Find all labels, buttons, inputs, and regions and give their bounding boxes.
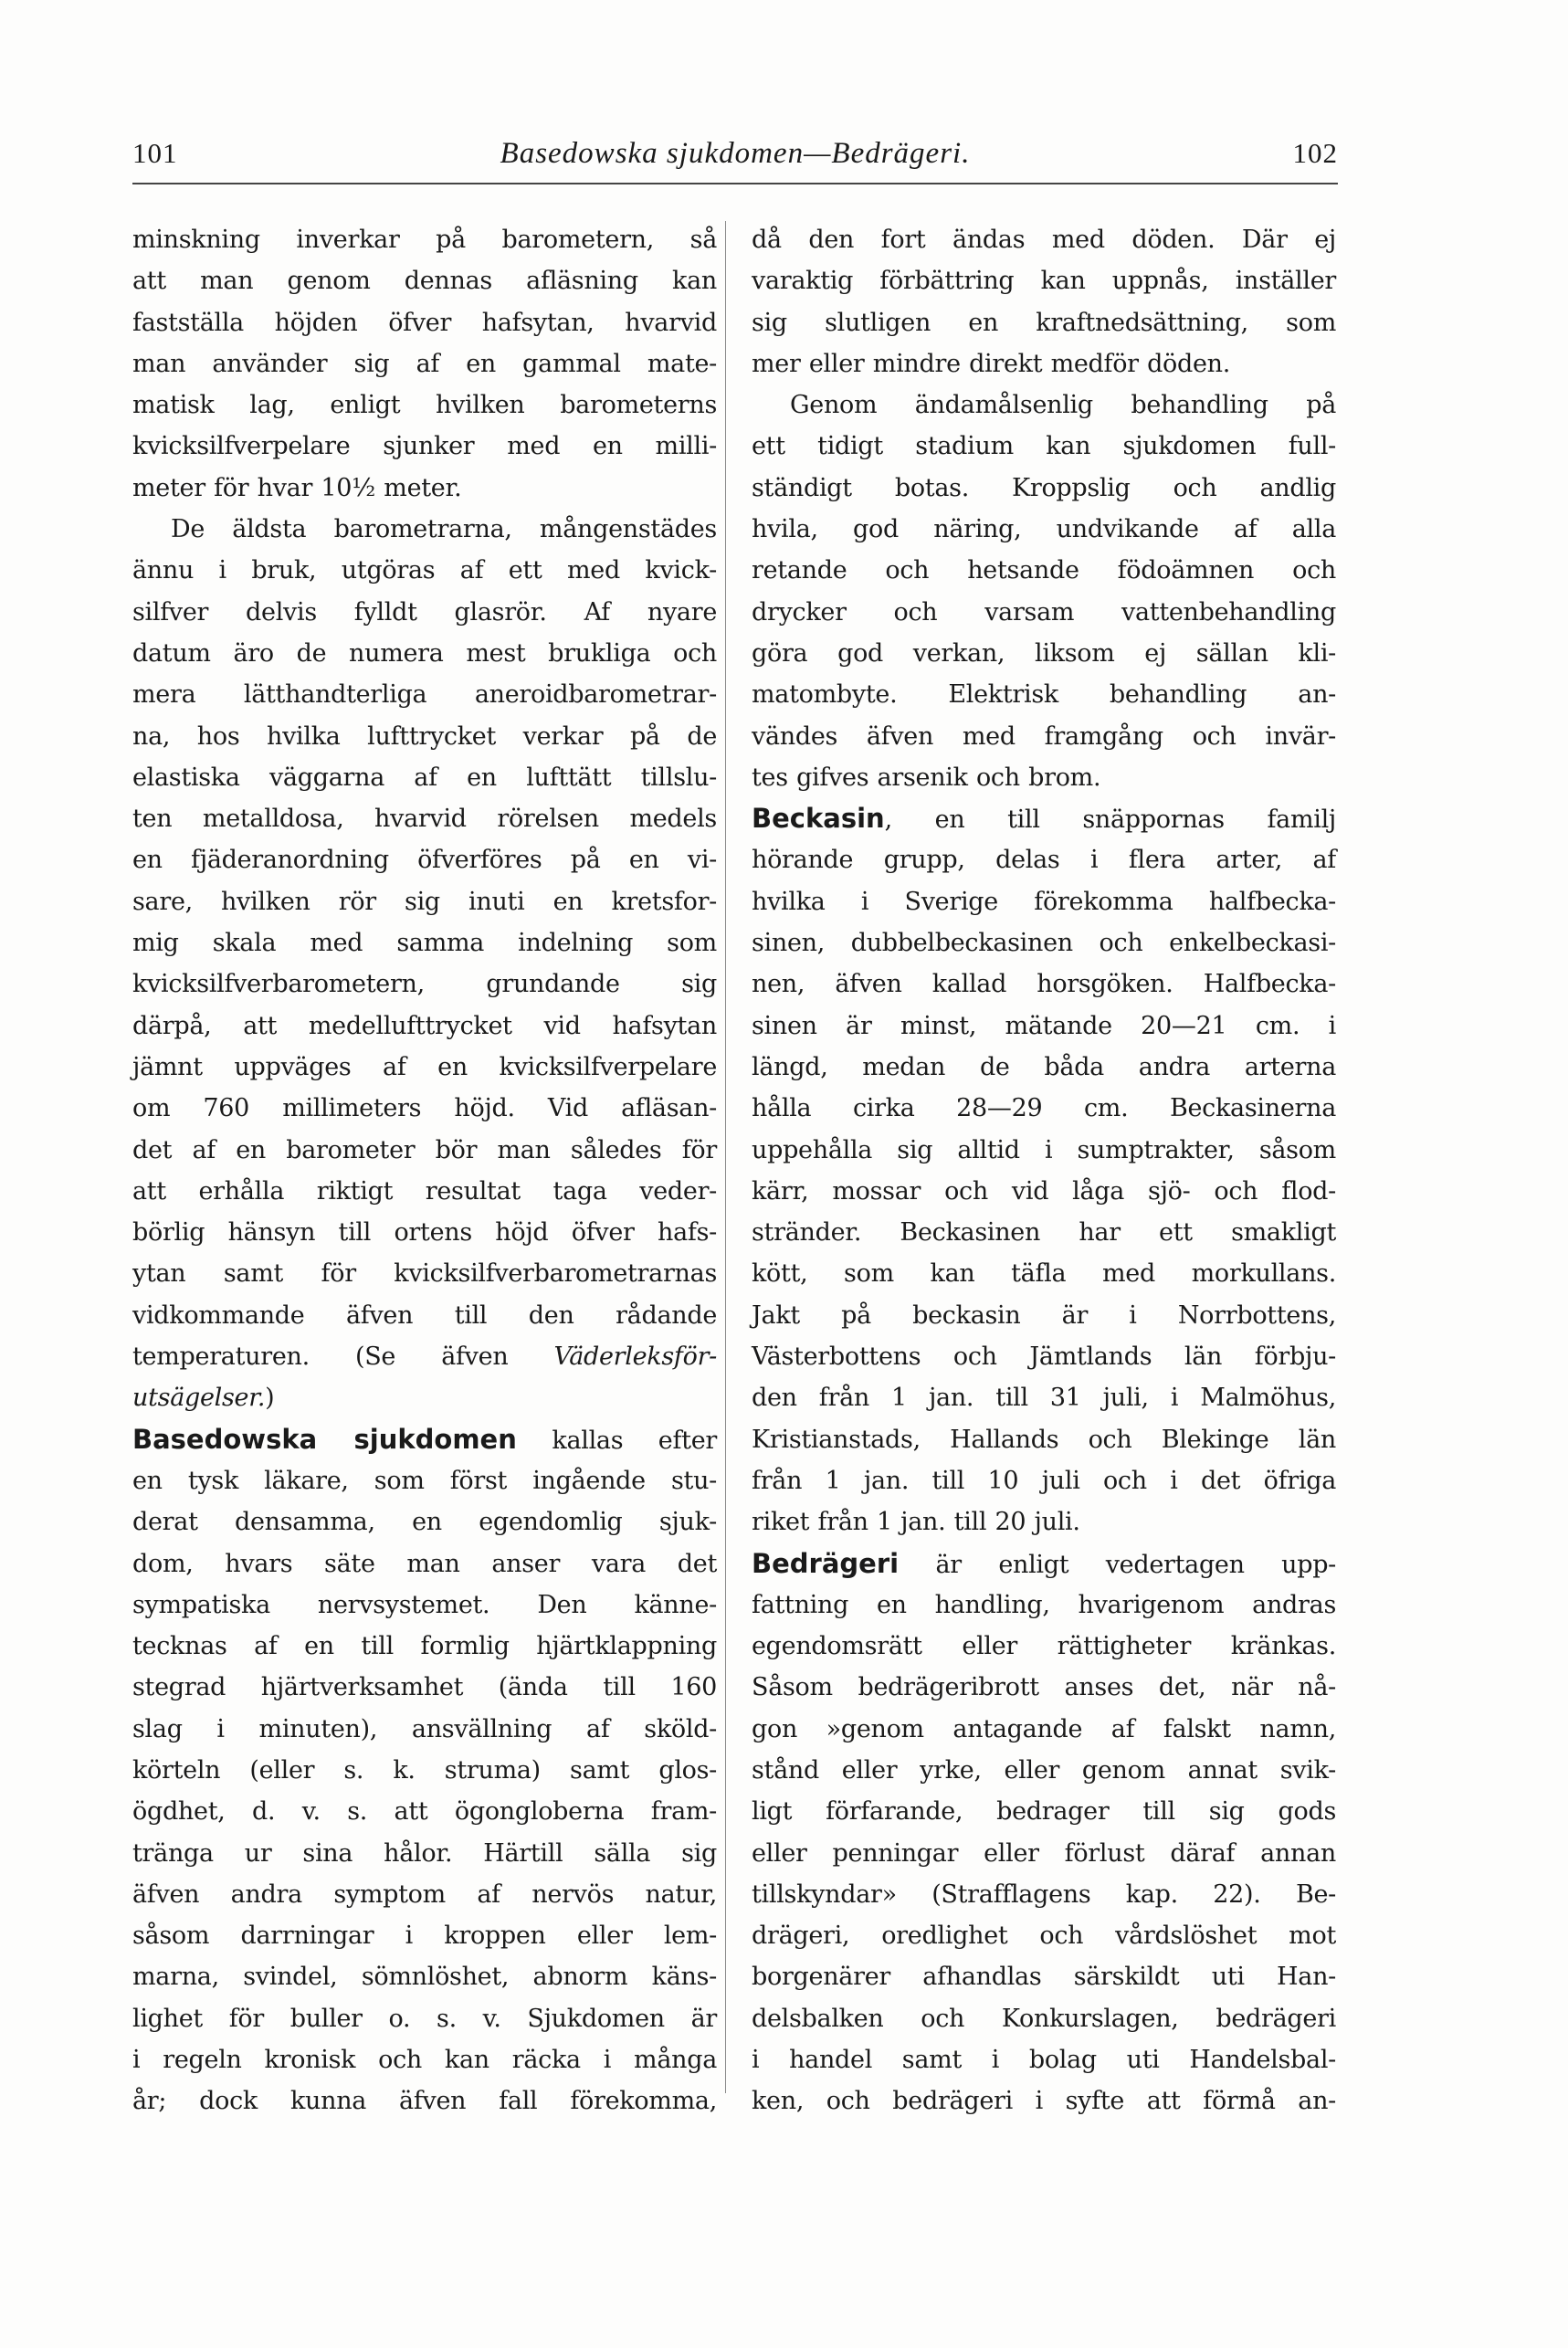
text-line [132, 1006, 717, 1047]
line-text: att erhålla riktigt resultat taga veder- [132, 1176, 717, 1206]
text-line [132, 881, 717, 922]
text-line [132, 1667, 717, 1708]
line-text: då den fort ändas med döden. Där ej [752, 226, 1336, 254]
line-text: stränder. Beckasinen har ett smakligt [752, 1218, 1336, 1248]
line-text: mera lätthandterliga aneroidbarometrar- [132, 680, 717, 710]
text-line [132, 219, 717, 260]
text-line [752, 1626, 1336, 1667]
text-line [132, 1956, 717, 1997]
line-text: det af en barometer bör man således för [132, 1135, 717, 1164]
line-text: vidkommande äfven till den rådande [132, 1300, 717, 1330]
text-line [752, 1460, 1336, 1501]
text-line [752, 1874, 1336, 1915]
line-text: meter för hvar 10½ meter. [132, 473, 462, 502]
text-line [752, 1088, 1336, 1129]
line-text: börlig hänsyn till ortens höjd öfver hafs- [132, 1218, 717, 1248]
line-text: na, hos hvilka lufttrycket verkar på de [132, 721, 717, 751]
line-text: hörande grupp, delas i flera arter, af [752, 846, 1336, 875]
line-text: lighet för buller o. s. v. Sjukdomen är [132, 2004, 717, 2033]
text-line [132, 550, 717, 591]
line-text: därpå, att medellufttrycket vid hafsytan [132, 1011, 717, 1040]
line-text: tecknas af en till formlig hjärtklappning [132, 1632, 717, 1661]
line-text: slag i minuten), ansvällning af sköld- [132, 1714, 717, 1743]
text-line [752, 1419, 1336, 1460]
text-line [752, 922, 1336, 963]
line-text: marna, svindel, sömnlöshet, abnorm käns- [132, 1963, 717, 1992]
text-line [132, 426, 717, 467]
text-line [752, 1336, 1336, 1377]
text-line [132, 798, 717, 839]
text-line [752, 509, 1336, 550]
text-line [752, 1006, 1336, 1047]
line-text: i handel samt i bolag uti Handelsbal- [752, 2046, 1336, 2075]
text-line [132, 922, 717, 963]
line-text: Västerbottens och Jämtlands län förbju- [752, 1342, 1336, 1372]
running-title: Basedowska sjukdomen—Bedrägeri. [500, 137, 971, 170]
text-line [132, 1998, 717, 2039]
text-line [132, 757, 717, 798]
line-text: Såsom bedrägeribrott anses det, när nå- [752, 1673, 1336, 1702]
text-line [752, 2039, 1336, 2080]
line-text: delsbalken och Konkurslagen, bedrägeri [752, 2004, 1336, 2033]
text-line [132, 1130, 717, 1171]
text-line [752, 1998, 1336, 2039]
text-line [752, 468, 1336, 509]
text-line [132, 1585, 717, 1626]
line-text: kvicksilfverbarometern, grundande sig [132, 970, 717, 999]
line-text: dom, hvars säte man anser vara det [132, 1549, 717, 1578]
line-text: jämnt uppväges af en kvicksilfverpelare [132, 1052, 717, 1081]
line-text: ögdhet, d. v. s. att ögongloberna fram- [132, 1797, 717, 1827]
text-line [752, 219, 1336, 260]
text-line [132, 343, 717, 384]
line-text: Genom ändamålsenlig behandling på [790, 391, 1336, 420]
line-text: egendomsrätt eller rättigheter kränkas. [752, 1632, 1336, 1661]
right-column [752, 219, 1336, 2122]
text-line [752, 1171, 1336, 1212]
text-line [752, 1667, 1336, 1708]
text-line [132, 1212, 717, 1253]
line-text: kött, som kan täfla med morkullans. [752, 1259, 1336, 1289]
line-text: riket från 1 jan. till 20 juli. [752, 1508, 1080, 1537]
line-text-after: ) [265, 1384, 275, 1413]
line-text: nen, äfven kallad horsgöken. Halfbecka- [752, 970, 1336, 999]
line-text: kvicksilfverpelare sjunker med en milli- [132, 432, 717, 461]
text-line [132, 1088, 717, 1129]
text-line [752, 1253, 1336, 1294]
entry-headword: Bedrägeri [752, 1547, 900, 1579]
line-text: drägeri, oredlighet och vårdslöshet mot [752, 1922, 1336, 1951]
text-line [752, 426, 1336, 467]
text-line [132, 839, 717, 880]
line-text: fastställa höjden öfver hafsytan, hvarvid [132, 308, 717, 337]
text-line [752, 1501, 1336, 1543]
line-text: Jakt på beckasin är i Norrbottens, [752, 1300, 1336, 1330]
line-text: såsom darrningar i kroppen eller lem- [132, 1922, 717, 1951]
text-line [752, 798, 1336, 839]
text-line [132, 633, 717, 674]
line-text: , en till snäppornas familj [884, 805, 1336, 835]
line-text: ännu i bruk, utgöras af ett med kvick- [132, 556, 717, 585]
line-text: hålla cirka 28—29 cm. Beckasinerna [752, 1094, 1336, 1123]
text-line [752, 1377, 1336, 1418]
line-text: Kristianstads, Hallands och Blekinge län [752, 1425, 1336, 1454]
text-line [132, 674, 717, 715]
text-line [132, 1750, 717, 1791]
text-line [132, 1791, 717, 1832]
line-text: temperaturen. (Se äfven [132, 1342, 554, 1372]
entry-headword: Basedowska sjukdomen [132, 1423, 517, 1455]
text-line [752, 881, 1336, 922]
text-line [132, 384, 717, 426]
text-line [132, 260, 717, 301]
text-line [132, 1047, 717, 1088]
text-line [132, 1874, 717, 1915]
line-text: ligt förfarande, bedrager till sig gods [752, 1797, 1336, 1827]
text-line [132, 1253, 717, 1294]
text-line [752, 1956, 1336, 1997]
text-line [132, 302, 717, 343]
text-line [752, 1130, 1336, 1171]
text-line [752, 633, 1336, 674]
line-text: att man genom dennas afläsning kan [132, 267, 717, 296]
line-text: tränga ur sina hålor. Härtill sälla sig [132, 1838, 717, 1868]
text-line [132, 963, 717, 1005]
line-text: borgenärer afhandlas särskildt uti Han- [752, 1963, 1336, 1992]
line-text: den från 1 jan. till 31 juli, i Malmöhus, [752, 1384, 1336, 1413]
italic-reference: utsägelser. [132, 1384, 266, 1413]
text-line [132, 468, 717, 509]
line-text: mer eller mindre direkt medför döden. [752, 349, 1231, 378]
line-text: om 760 millimeters höjd. Vid afläsan- [132, 1094, 717, 1123]
text-line [752, 1047, 1336, 1088]
line-text: i regeln kronisk och kan räcka i många [132, 2046, 717, 2075]
line-text: hvilka i Sverige förekomma halfbecka- [752, 887, 1336, 916]
text-line [752, 1833, 1336, 1874]
text-line [132, 1171, 717, 1212]
line-text: från 1 jan. till 10 juli och i det öfriga [752, 1466, 1336, 1495]
line-text: gon »genom antagande af falskt namn, [752, 1714, 1336, 1743]
line-text: De äldsta barometrarna, mångenstädes [171, 515, 717, 544]
line-text: matombyte. Elektrisk behandling an- [752, 680, 1336, 710]
text-line [752, 550, 1336, 591]
line-text: sinen är minst, mätande 20—21 cm. i [752, 1011, 1336, 1040]
line-text: stånd eller yrke, eller genom annat svik- [752, 1755, 1336, 1785]
text-line [752, 260, 1336, 301]
line-text: en tysk läkare, som först ingående stu- [132, 1466, 717, 1495]
line-text: sare, hvilken rör sig inuti en kretsfor- [132, 887, 717, 916]
line-text: ten metalldosa, hvarvid rörelsen medels [132, 805, 717, 834]
text-line [132, 1419, 717, 1460]
line-text: är enligt vedertagen upp- [899, 1550, 1336, 1579]
line-text: eller penningar eller förlust däraf annan [752, 1838, 1336, 1868]
text-line [752, 384, 1336, 426]
text-line [752, 1750, 1336, 1791]
line-text: stegrad hjärtverksamhet (ända till 160 [132, 1673, 717, 1702]
text-line [752, 2080, 1336, 2122]
text-line [132, 1626, 717, 1667]
line-text: sinen, dubbelbeckasinen och enkelbeckasi- [752, 929, 1336, 958]
line-text: matisk lag, enligt hvilken barometerns [132, 391, 717, 420]
line-text: elastiska väggarna af en lufttätt tillslu- [132, 763, 717, 792]
line-text: körteln (eller s. k. struma) samt glos- [132, 1755, 717, 1785]
line-text: vändes äfven med framgång och invär- [752, 721, 1336, 751]
text-line [132, 1543, 717, 1585]
text-line [132, 716, 717, 757]
line-text: uppehålla sig alltid i sumptrakter, såsom [752, 1135, 1336, 1164]
text-line [132, 1501, 717, 1543]
line-text: göra god verkan, liksom ej sällan kli- [752, 638, 1336, 668]
text-line [752, 839, 1336, 880]
text-line [132, 2039, 717, 2080]
text-line [752, 592, 1336, 633]
text-line [132, 1833, 717, 1874]
line-text: man använder sig af en gammal mate- [132, 349, 717, 378]
text-line [132, 1295, 717, 1336]
running-header [132, 137, 1338, 184]
column-divider [725, 221, 726, 2093]
line-text: varaktig förbättring kan uppnås, inställer [752, 267, 1336, 296]
line-text: tes gifves arsenik och brom. [752, 763, 1101, 792]
line-text: hvila, god näring, undvikande af alla [752, 515, 1336, 544]
text-line [752, 1543, 1336, 1585]
line-text: fattning en handling, hvarigenom andras [752, 1590, 1336, 1619]
text-line [752, 1791, 1336, 1832]
text-line [752, 302, 1336, 343]
line-text: derat densamma, en egendomlig sjuk- [132, 1508, 717, 1537]
line-text: minskning inverkar på barometern, så [132, 226, 717, 254]
text-line [132, 509, 717, 550]
line-text: längd, medan de båda andra arterna [752, 1052, 1336, 1081]
text-line [752, 716, 1336, 757]
page-number-left: 101 [132, 137, 178, 169]
line-text: kallas efter [516, 1426, 717, 1455]
text-line [752, 1585, 1336, 1626]
text-line [132, 1709, 717, 1750]
line-text: sympatiska nervsystemet. Den känne- [132, 1590, 717, 1619]
text-line [752, 1295, 1336, 1336]
line-text: tillskyndar» (Strafflagens kap. 22). Be- [752, 1879, 1336, 1909]
line-text: mig skala med samma indelning som [132, 929, 717, 958]
line-text: retande och hetsande födoämnen och [752, 556, 1336, 585]
line-text: drycker och varsam vattenbehandling [752, 597, 1336, 626]
text-line [132, 1915, 717, 1956]
text-line [752, 963, 1336, 1005]
text-line [752, 1709, 1336, 1750]
line-text: datum äro de numera mest brukliga och [132, 638, 717, 668]
line-text: ett tidigt stadium kan sjukdomen full- [752, 432, 1336, 461]
text-line [132, 1460, 717, 1501]
text-line [132, 2080, 717, 2122]
text-line [752, 1915, 1336, 1956]
line-text: silfver delvis fylldt glasrör. Af nyare [132, 597, 717, 626]
line-text: ken, och bedrägeri i syfte att förmå an- [752, 2087, 1336, 2116]
text-line [752, 1212, 1336, 1253]
text-line [132, 1336, 717, 1377]
text-line [752, 343, 1336, 384]
line-text: år; dock kunna äfven fall förekomma, [132, 2087, 717, 2116]
text-line [132, 1377, 717, 1418]
entry-headword: Beckasin [752, 803, 885, 835]
line-text: ytan samt för kvicksilfverbarometrarnas [132, 1259, 717, 1289]
text-line [132, 592, 717, 633]
line-text: sig slutligen en kraftnedsättning, som [752, 308, 1336, 337]
italic-reference: Väderleksför- [553, 1342, 717, 1372]
line-text: äfven andra symptom af nervös natur, [132, 1879, 717, 1909]
left-column [132, 219, 717, 2122]
line-text: ständigt botas. Kroppslig och andlig [752, 473, 1336, 502]
text-line [752, 757, 1336, 798]
page-number-right: 102 [1292, 137, 1338, 169]
line-text: en fjäderanordning öfverföres på en vi- [132, 846, 717, 875]
line-text: kärr, mossar och vid låga sjö- och flod- [752, 1176, 1336, 1206]
text-line [752, 674, 1336, 715]
